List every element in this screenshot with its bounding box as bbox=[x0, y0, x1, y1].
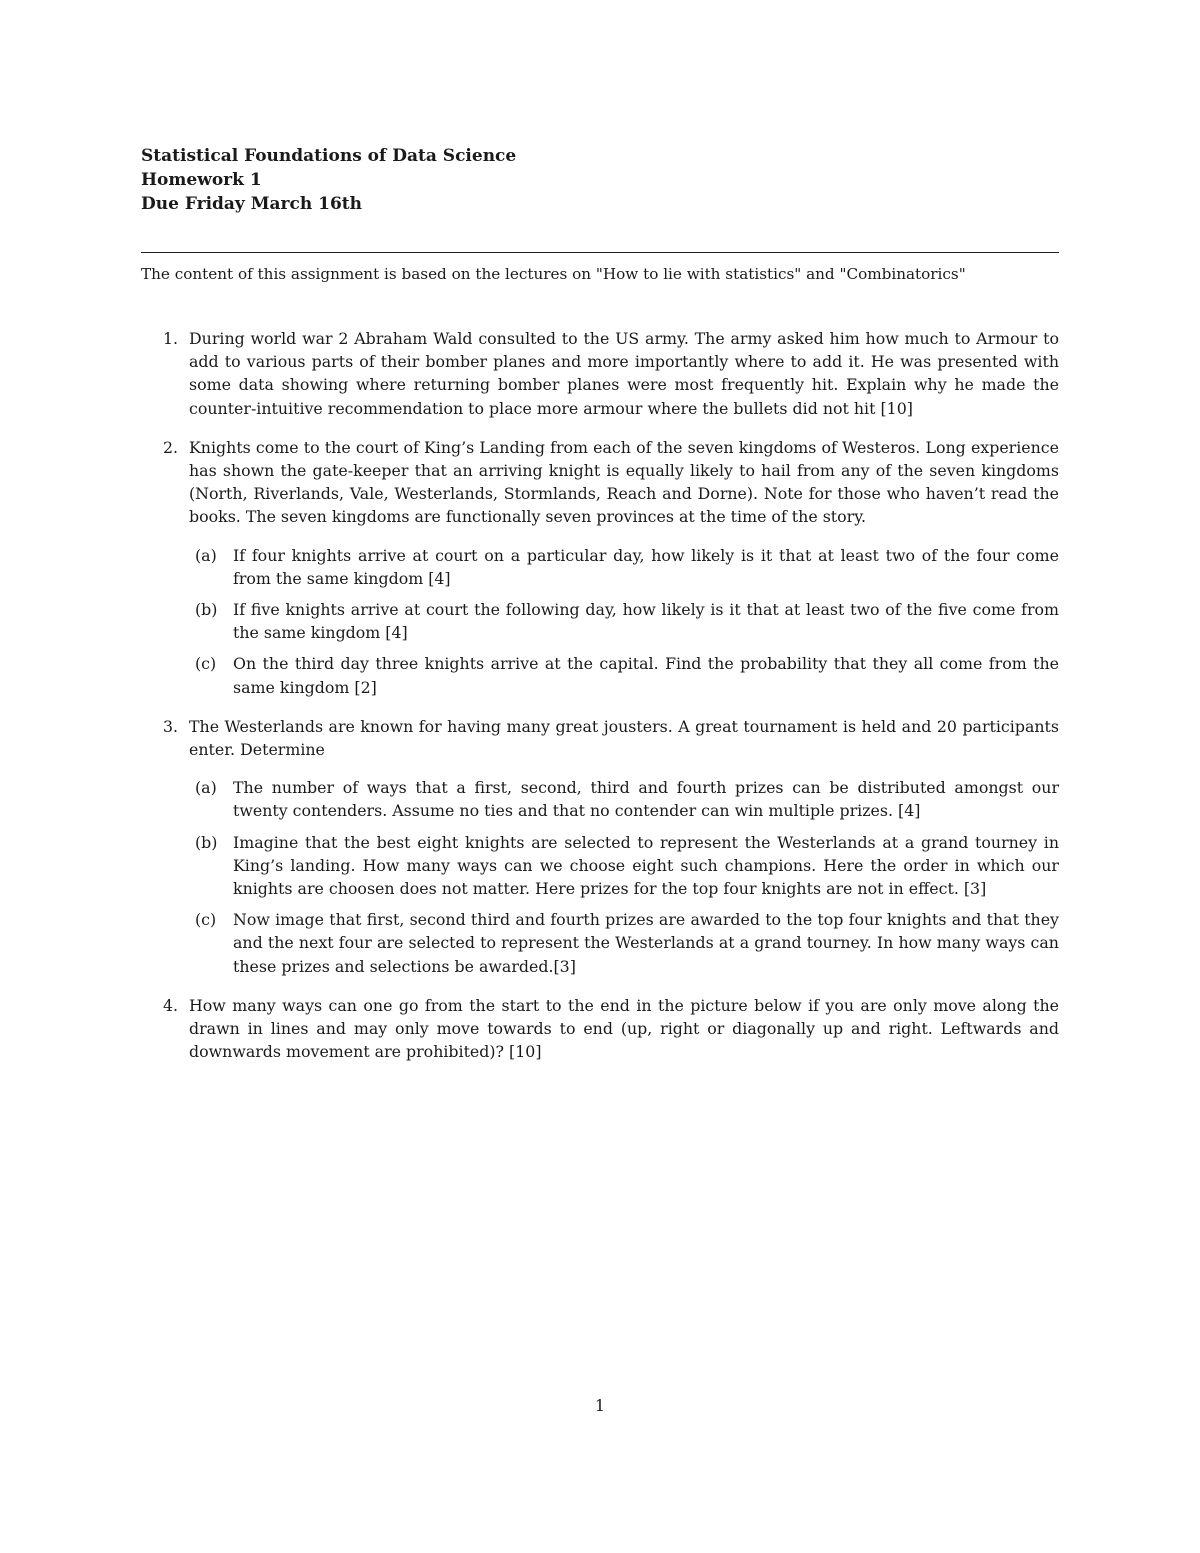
sub-question-label: (c) bbox=[195, 654, 217, 674]
sub-question-2b bbox=[189, 598, 1059, 644]
page-number: 1 bbox=[594, 1396, 606, 1415]
sub-question-2a bbox=[189, 544, 1059, 590]
assignment-title: Homework 1 bbox=[141, 170, 262, 190]
sub-question-label: (a) bbox=[195, 545, 217, 565]
question-number: 4. bbox=[163, 995, 179, 1015]
sub-question-label: (b) bbox=[195, 832, 218, 852]
sub-question-label: (a) bbox=[195, 778, 217, 798]
question-2 bbox=[141, 436, 1059, 699]
course-title: Statistical Foundations of Data Science bbox=[141, 146, 517, 166]
question-list bbox=[141, 327, 1059, 1079]
question-number: 2. bbox=[163, 437, 179, 457]
sub-question-list bbox=[189, 544, 1059, 699]
sub-question-list bbox=[189, 776, 1059, 978]
due-date: Due Friday March 16th bbox=[141, 194, 363, 214]
sub-question-3b bbox=[189, 831, 1059, 901]
sub-question-text: The number of ways that a first, second, third and fourth prizes can be distributed amongst our twenty contenders. Assume no ties and that no contender can win multiple prizes. [4] bbox=[233, 778, 1059, 821]
question-number: 3. bbox=[163, 716, 179, 736]
question-number: 1. bbox=[163, 329, 179, 348]
sub-question-text: On the third day three knights arrive at the capital. Find the probability that they all come from the same kingdom [2] bbox=[233, 654, 1059, 697]
question-3 bbox=[141, 715, 1059, 978]
question-1 bbox=[141, 327, 1059, 420]
question-text: How many ways can one go from the start to the end in the picture below if you are only move along the drawn in lines and may only move towards to end (up, right or diagonally up and right. Leftwards and downwards movement are prohibited)? [10] bbox=[189, 995, 1059, 1062]
sub-question-text: If five knights arrive at court the following day, how likely is it that at least two of the five come from the same kingdom [4] bbox=[233, 600, 1059, 643]
question-4 bbox=[141, 994, 1059, 1064]
sub-question-label: (b) bbox=[195, 600, 218, 620]
question-text: The Westerlands are known for having many great jousters. A great tournament is held and 20 participants enter. Determine bbox=[189, 716, 1059, 760]
sub-question-text: If four knights arrive at court on a particular day, how likely is it that at least two of the four come from the same kingdom [4] bbox=[233, 545, 1059, 588]
intro-text: The content of this assignment is based on the lectures on "How to lie with statistics" and "Combinatorics" bbox=[141, 265, 966, 283]
sub-question-label: (c) bbox=[195, 910, 217, 930]
sub-question-text: Now image that first, second third and fourth prizes are awarded to the top four knights and that they and the next four are selected to represent the Westerlands at a grand tourney. In how many ways can these prizes and selections be awarded.[3] bbox=[233, 910, 1059, 976]
sub-question-2c bbox=[189, 652, 1059, 698]
document-header bbox=[141, 144, 516, 216]
question-text: Knights come to the court of King’s Landing from each of the seven kingdoms of Westeros. Long experience has shown the gate-keeper that an arriving knight is equally likely to hail from any of the seven kingdoms (North, Riverlands, Vale, Westerlands, Stormlands, Reach and Dorne). Note for those who haven’t read the books. The seven kingdoms are functionally seven provinces at the time of the story. bbox=[189, 437, 1059, 527]
sub-question-3c bbox=[189, 908, 1059, 978]
sub-question-3a bbox=[189, 776, 1059, 822]
horizontal-divider bbox=[141, 252, 1059, 253]
question-text: During world war 2 Abraham Wald consulted to the US army. The army asked him how much to Armour to add to various parts of their bomber planes and more importantly where to add it. He was presented with some data showing where returning bomber planes were most frequently hit. Explain why he made the counter-intuitive recommendation to place more armour where the bullets did not hit [10] bbox=[189, 329, 1059, 418]
sub-question-text: Imagine that the best eight knights are selected to represent the Westerlands at a grand tourney in King’s landing. How many ways can we choose eight such champions. Here the order in which our knights are choosen does not matter. Here prizes for the top four knights are not in effect. [3] bbox=[233, 832, 1059, 899]
